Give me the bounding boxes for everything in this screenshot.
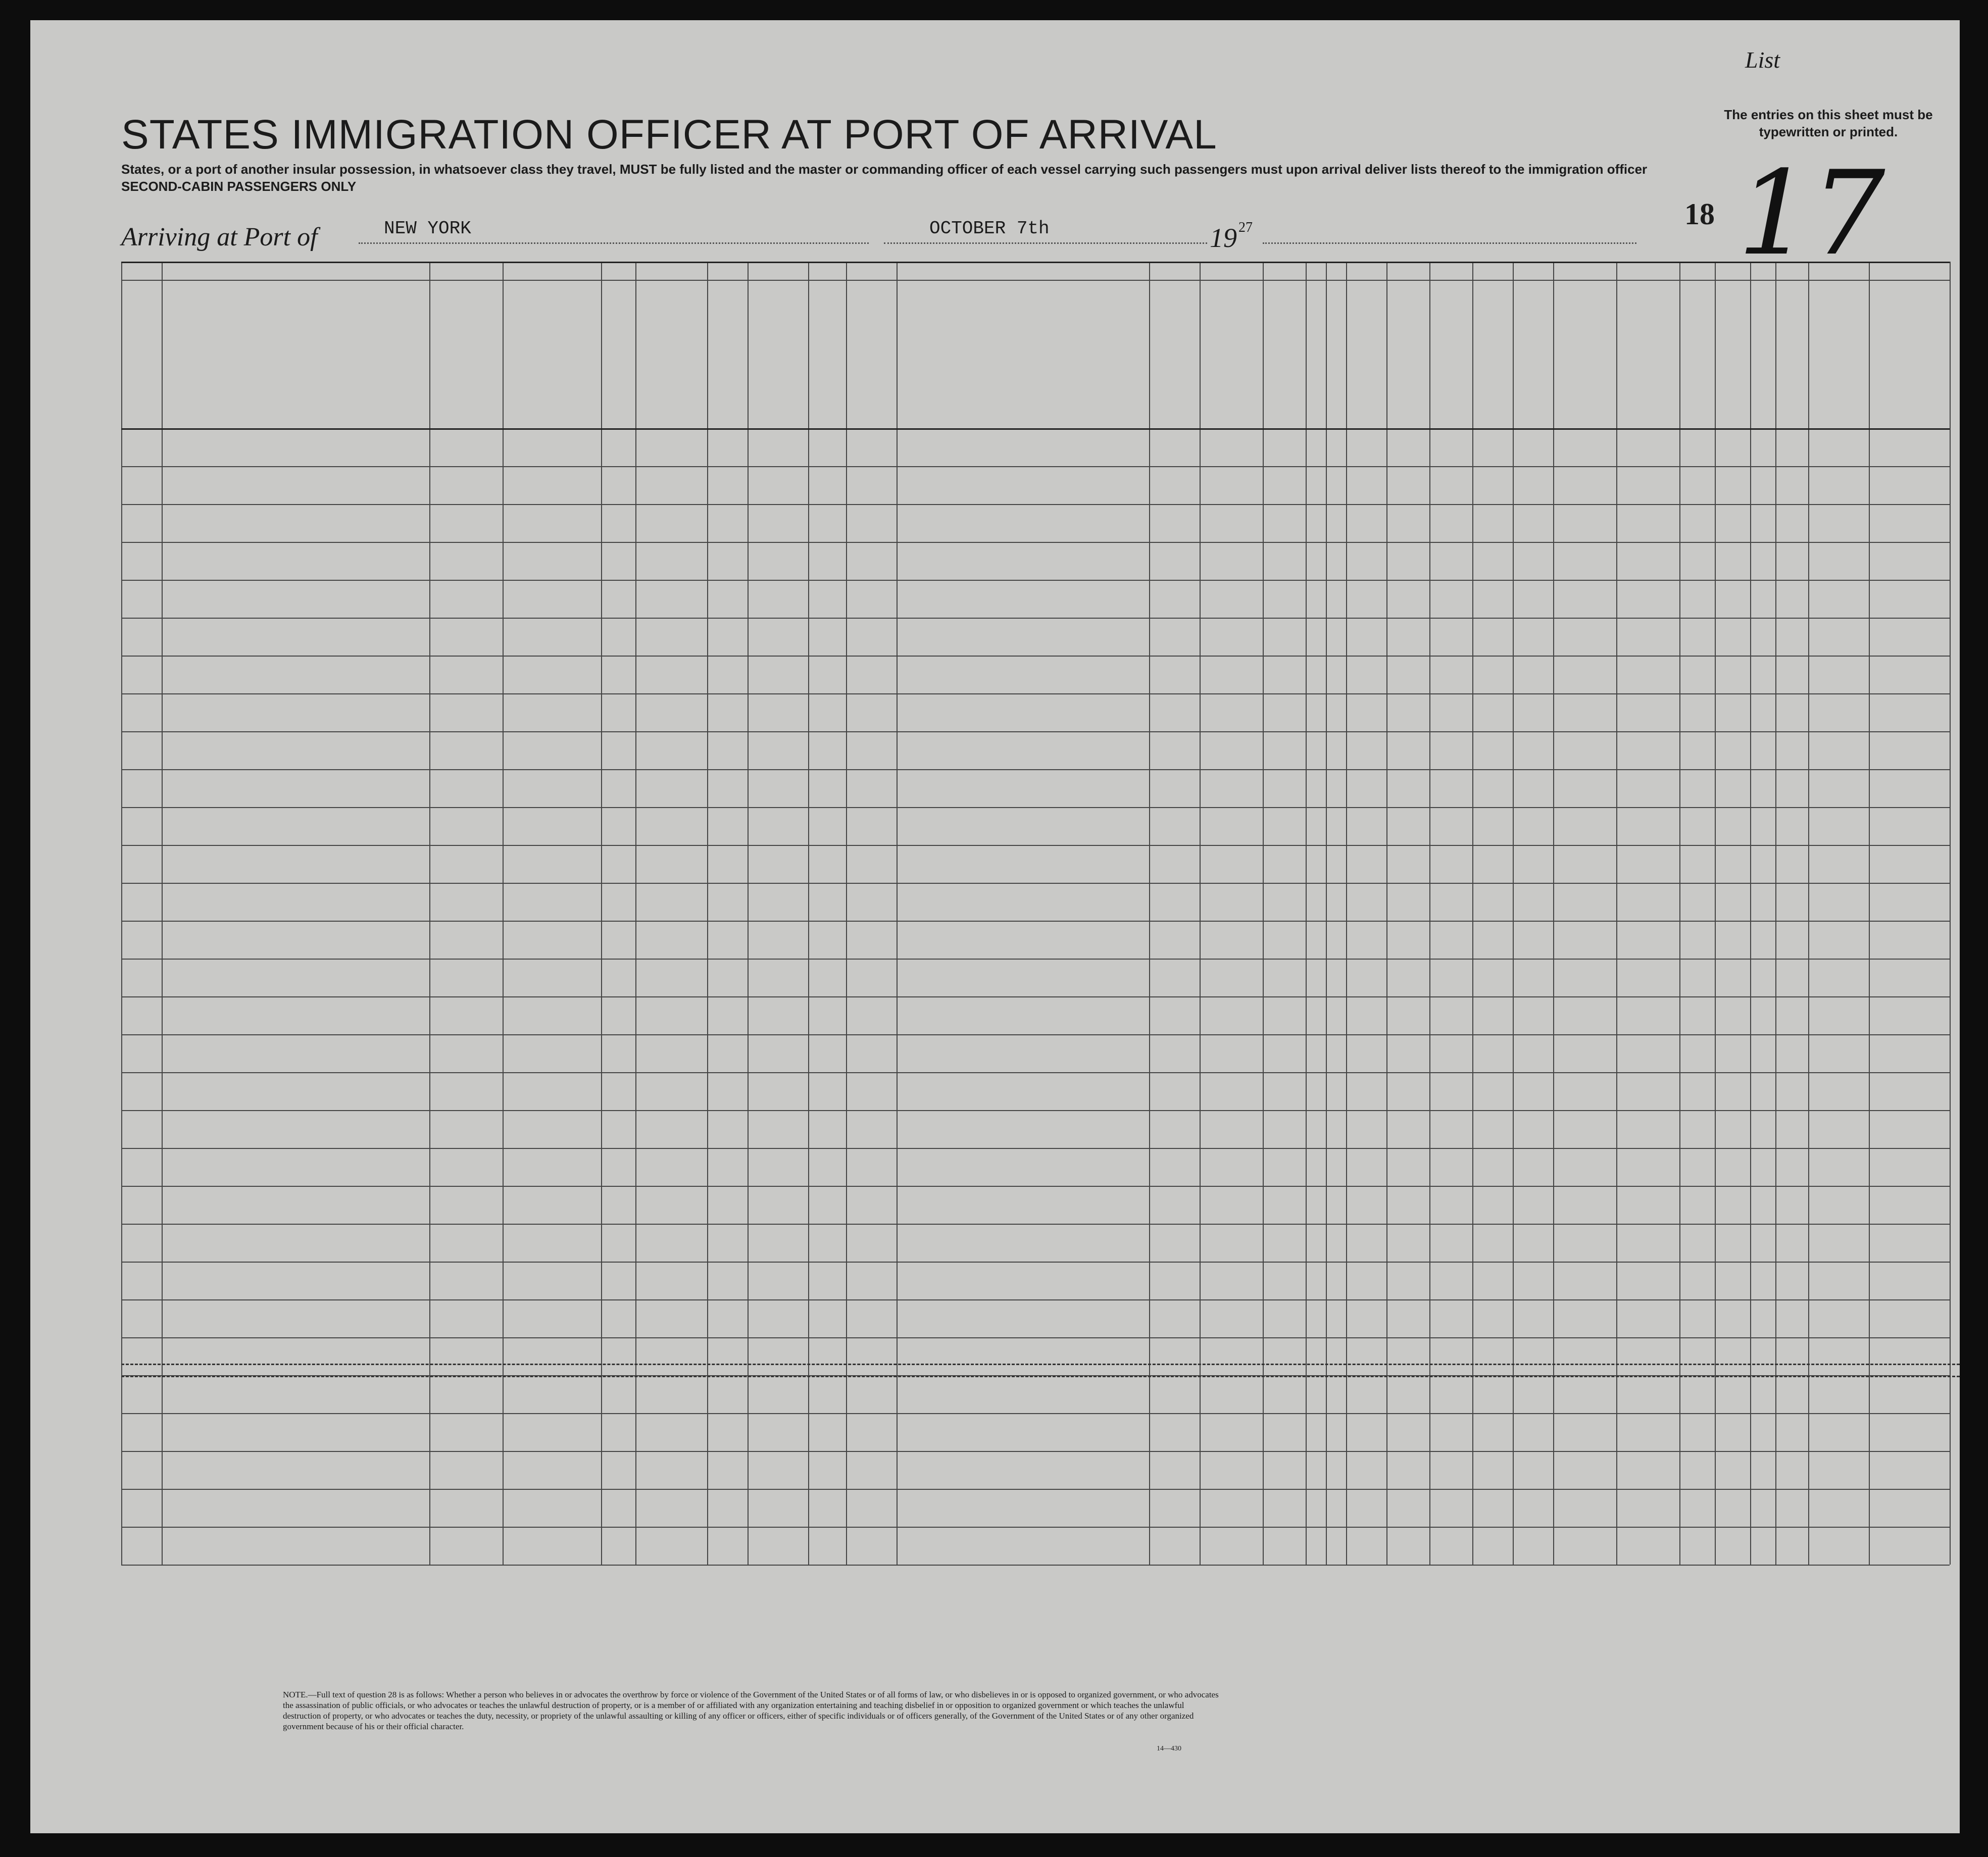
header-money bbox=[709, 287, 746, 423]
row-rule bbox=[121, 580, 1950, 581]
header-passage bbox=[637, 292, 705, 337]
column-rule bbox=[707, 262, 708, 1565]
header-polygamist bbox=[1328, 287, 1344, 423]
column-rule bbox=[162, 262, 163, 1565]
header-deformed bbox=[1555, 322, 1677, 403]
header-ticket bbox=[603, 287, 633, 423]
header-deported bbox=[1474, 287, 1511, 423]
year-suffix: 27 bbox=[1238, 220, 1253, 235]
column-rule bbox=[1346, 262, 1347, 1565]
header-city bbox=[505, 388, 599, 403]
colnum-rule bbox=[121, 280, 1950, 281]
second-cabin-label: SECOND-CABIN PASSENGERS ONLY bbox=[121, 179, 357, 194]
column-rule bbox=[635, 262, 636, 1565]
column-rule bbox=[1553, 262, 1554, 1565]
header-condition bbox=[1515, 322, 1551, 388]
row-rule bbox=[121, 883, 1950, 884]
row-rule bbox=[121, 921, 1950, 922]
row-rule bbox=[121, 542, 1950, 543]
year-line bbox=[1263, 242, 1636, 244]
struck-line bbox=[121, 1376, 1960, 1377]
column-rule bbox=[1472, 262, 1473, 1565]
row-rule bbox=[121, 1337, 1950, 1338]
header-state bbox=[431, 388, 501, 403]
row-rule bbox=[121, 504, 1950, 505]
row-rule bbox=[121, 996, 1950, 997]
column-rule bbox=[1263, 262, 1264, 1565]
row-rule bbox=[121, 1072, 1950, 1073]
column-rule bbox=[503, 262, 504, 1565]
column-rule bbox=[1775, 262, 1776, 1565]
row-rule bbox=[121, 1489, 1950, 1490]
manifest-table bbox=[121, 262, 1960, 1650]
column-rule bbox=[1869, 262, 1870, 1565]
row-rule bbox=[121, 1262, 1950, 1263]
column-rule bbox=[1715, 262, 1716, 1565]
row-rule bbox=[121, 1034, 1950, 1035]
row-rule bbox=[121, 1299, 1950, 1300]
header-purpose bbox=[1151, 284, 1261, 299]
header-height bbox=[1681, 312, 1748, 327]
header-complexion bbox=[1752, 347, 1773, 378]
header-relative bbox=[164, 332, 427, 393]
header-promise bbox=[1431, 287, 1470, 423]
column-rule bbox=[1616, 262, 1617, 1565]
typewritten-note: The entries on this sheet must be typewritten or printed. bbox=[1724, 107, 1933, 139]
header-yes-or-no bbox=[750, 363, 806, 393]
column-rule bbox=[121, 262, 122, 1565]
column-rule bbox=[1149, 262, 1150, 1565]
row-rule bbox=[121, 1527, 1950, 1528]
header-anarchist bbox=[1348, 287, 1384, 423]
column-rule bbox=[429, 262, 430, 1565]
column-rule bbox=[1679, 262, 1680, 1565]
column-rule bbox=[808, 262, 809, 1565]
header-prison bbox=[1308, 287, 1324, 423]
column-rule bbox=[846, 262, 847, 1565]
footnote: NOTE.—Full text of question 28 is as follows: Whether a person who believes in or advocates the overthrow by force or violence of the Government of the United States or of all forms of law, or who disbelieves in or is opposed to organized government, or who advocates the assassination of public officials, or who advocates or teaches the unlawful destruction of property, or is a member of or affiliated with any organization entertaining and teaching disbelief in or opposition to organized government or which teaches the unlawful destruction of property, or who advocates or teaches the duty, necessity, or propriety of the unlawful assaulting or killing of any officer or officers, either of specific individuals or of officers generally, of the Government of the United States or of any other organized government because of his or their official character. bbox=[283, 1690, 1219, 1731]
list-label: List bbox=[1745, 47, 1780, 73]
header-color-of bbox=[1777, 312, 1867, 327]
header-where bbox=[848, 373, 894, 393]
column-rule bbox=[1429, 262, 1430, 1565]
row-rule bbox=[121, 1451, 1950, 1452]
header-final-destination-note bbox=[431, 308, 599, 323]
header-bottom-rule bbox=[121, 428, 1950, 430]
header-joining bbox=[899, 342, 1147, 398]
row-rule bbox=[121, 731, 1950, 732]
row-rule bbox=[121, 466, 1950, 467]
row-rule bbox=[121, 1413, 1950, 1414]
page-title: STATES IMMIGRATION OFFICER AT PORT OF ARRIVAL bbox=[121, 112, 1217, 158]
column-rule bbox=[601, 262, 602, 1565]
row-rule bbox=[121, 618, 1950, 619]
column-rule bbox=[897, 262, 898, 1565]
row-rule bbox=[121, 959, 1950, 960]
row-rule bbox=[121, 1148, 1950, 1149]
form-code: 14—430 bbox=[1157, 1745, 1181, 1752]
handwritten-sheet-number: 17 bbox=[1737, 146, 1885, 281]
column-rule bbox=[748, 262, 749, 1565]
header-marks bbox=[1871, 342, 1948, 363]
row-rule bbox=[121, 1565, 1950, 1566]
header-top-rule bbox=[121, 262, 1950, 263]
column-rule bbox=[1326, 262, 1327, 1565]
port-value: NEW YORK bbox=[384, 218, 471, 239]
header-no-on-list bbox=[123, 337, 160, 378]
header-citizen-intent bbox=[1265, 287, 1304, 423]
manifest-sheet bbox=[30, 20, 1960, 1833]
header-if-yes bbox=[810, 337, 894, 353]
header-passage-note bbox=[637, 337, 705, 423]
header-overthrow bbox=[1388, 287, 1427, 423]
header-year-period bbox=[810, 373, 844, 413]
header-inches bbox=[1717, 393, 1748, 408]
header-hair bbox=[1777, 388, 1806, 403]
instructions bbox=[121, 161, 1697, 195]
header-before bbox=[750, 286, 894, 336]
arriving-label: Arriving at Port of bbox=[121, 223, 318, 252]
struck-line bbox=[121, 1364, 1960, 1365]
row-rule bbox=[121, 693, 1950, 694]
year-prefix: 19 bbox=[1210, 223, 1237, 253]
row-rule bbox=[121, 807, 1950, 808]
header-feet bbox=[1681, 393, 1713, 408]
column-rule bbox=[1808, 262, 1809, 1565]
column-rule bbox=[1513, 262, 1514, 1565]
header-purpose-return bbox=[1151, 302, 1198, 423]
column-rule bbox=[1750, 262, 1751, 1565]
date-line bbox=[884, 242, 1207, 244]
header-purpose-length bbox=[1202, 302, 1261, 423]
row-rule bbox=[121, 845, 1950, 846]
port-line bbox=[359, 242, 869, 244]
row-rule bbox=[121, 1110, 1950, 1111]
row-rule bbox=[121, 1224, 1950, 1225]
date-value: OCTOBER 7th bbox=[929, 218, 1050, 239]
row-rule bbox=[121, 1186, 1950, 1187]
column-rule bbox=[1306, 262, 1307, 1565]
row-rule bbox=[121, 769, 1950, 770]
column-rule bbox=[1950, 262, 1951, 1565]
column-rule bbox=[1386, 262, 1387, 1565]
column-rule bbox=[1200, 262, 1201, 1565]
sheet-number: 18 bbox=[1684, 197, 1715, 231]
row-rule bbox=[121, 656, 1950, 657]
instructions-text: States, or a port of another insular possession, in whatsoever class they travel, MUST be fully listed and the master or commanding officer of each vessel carrying such passengers must upon arrival deliver lists thereof to the immigration officer bbox=[121, 162, 1648, 177]
header-final-destination bbox=[431, 287, 599, 307]
header-eyes bbox=[1810, 388, 1867, 403]
